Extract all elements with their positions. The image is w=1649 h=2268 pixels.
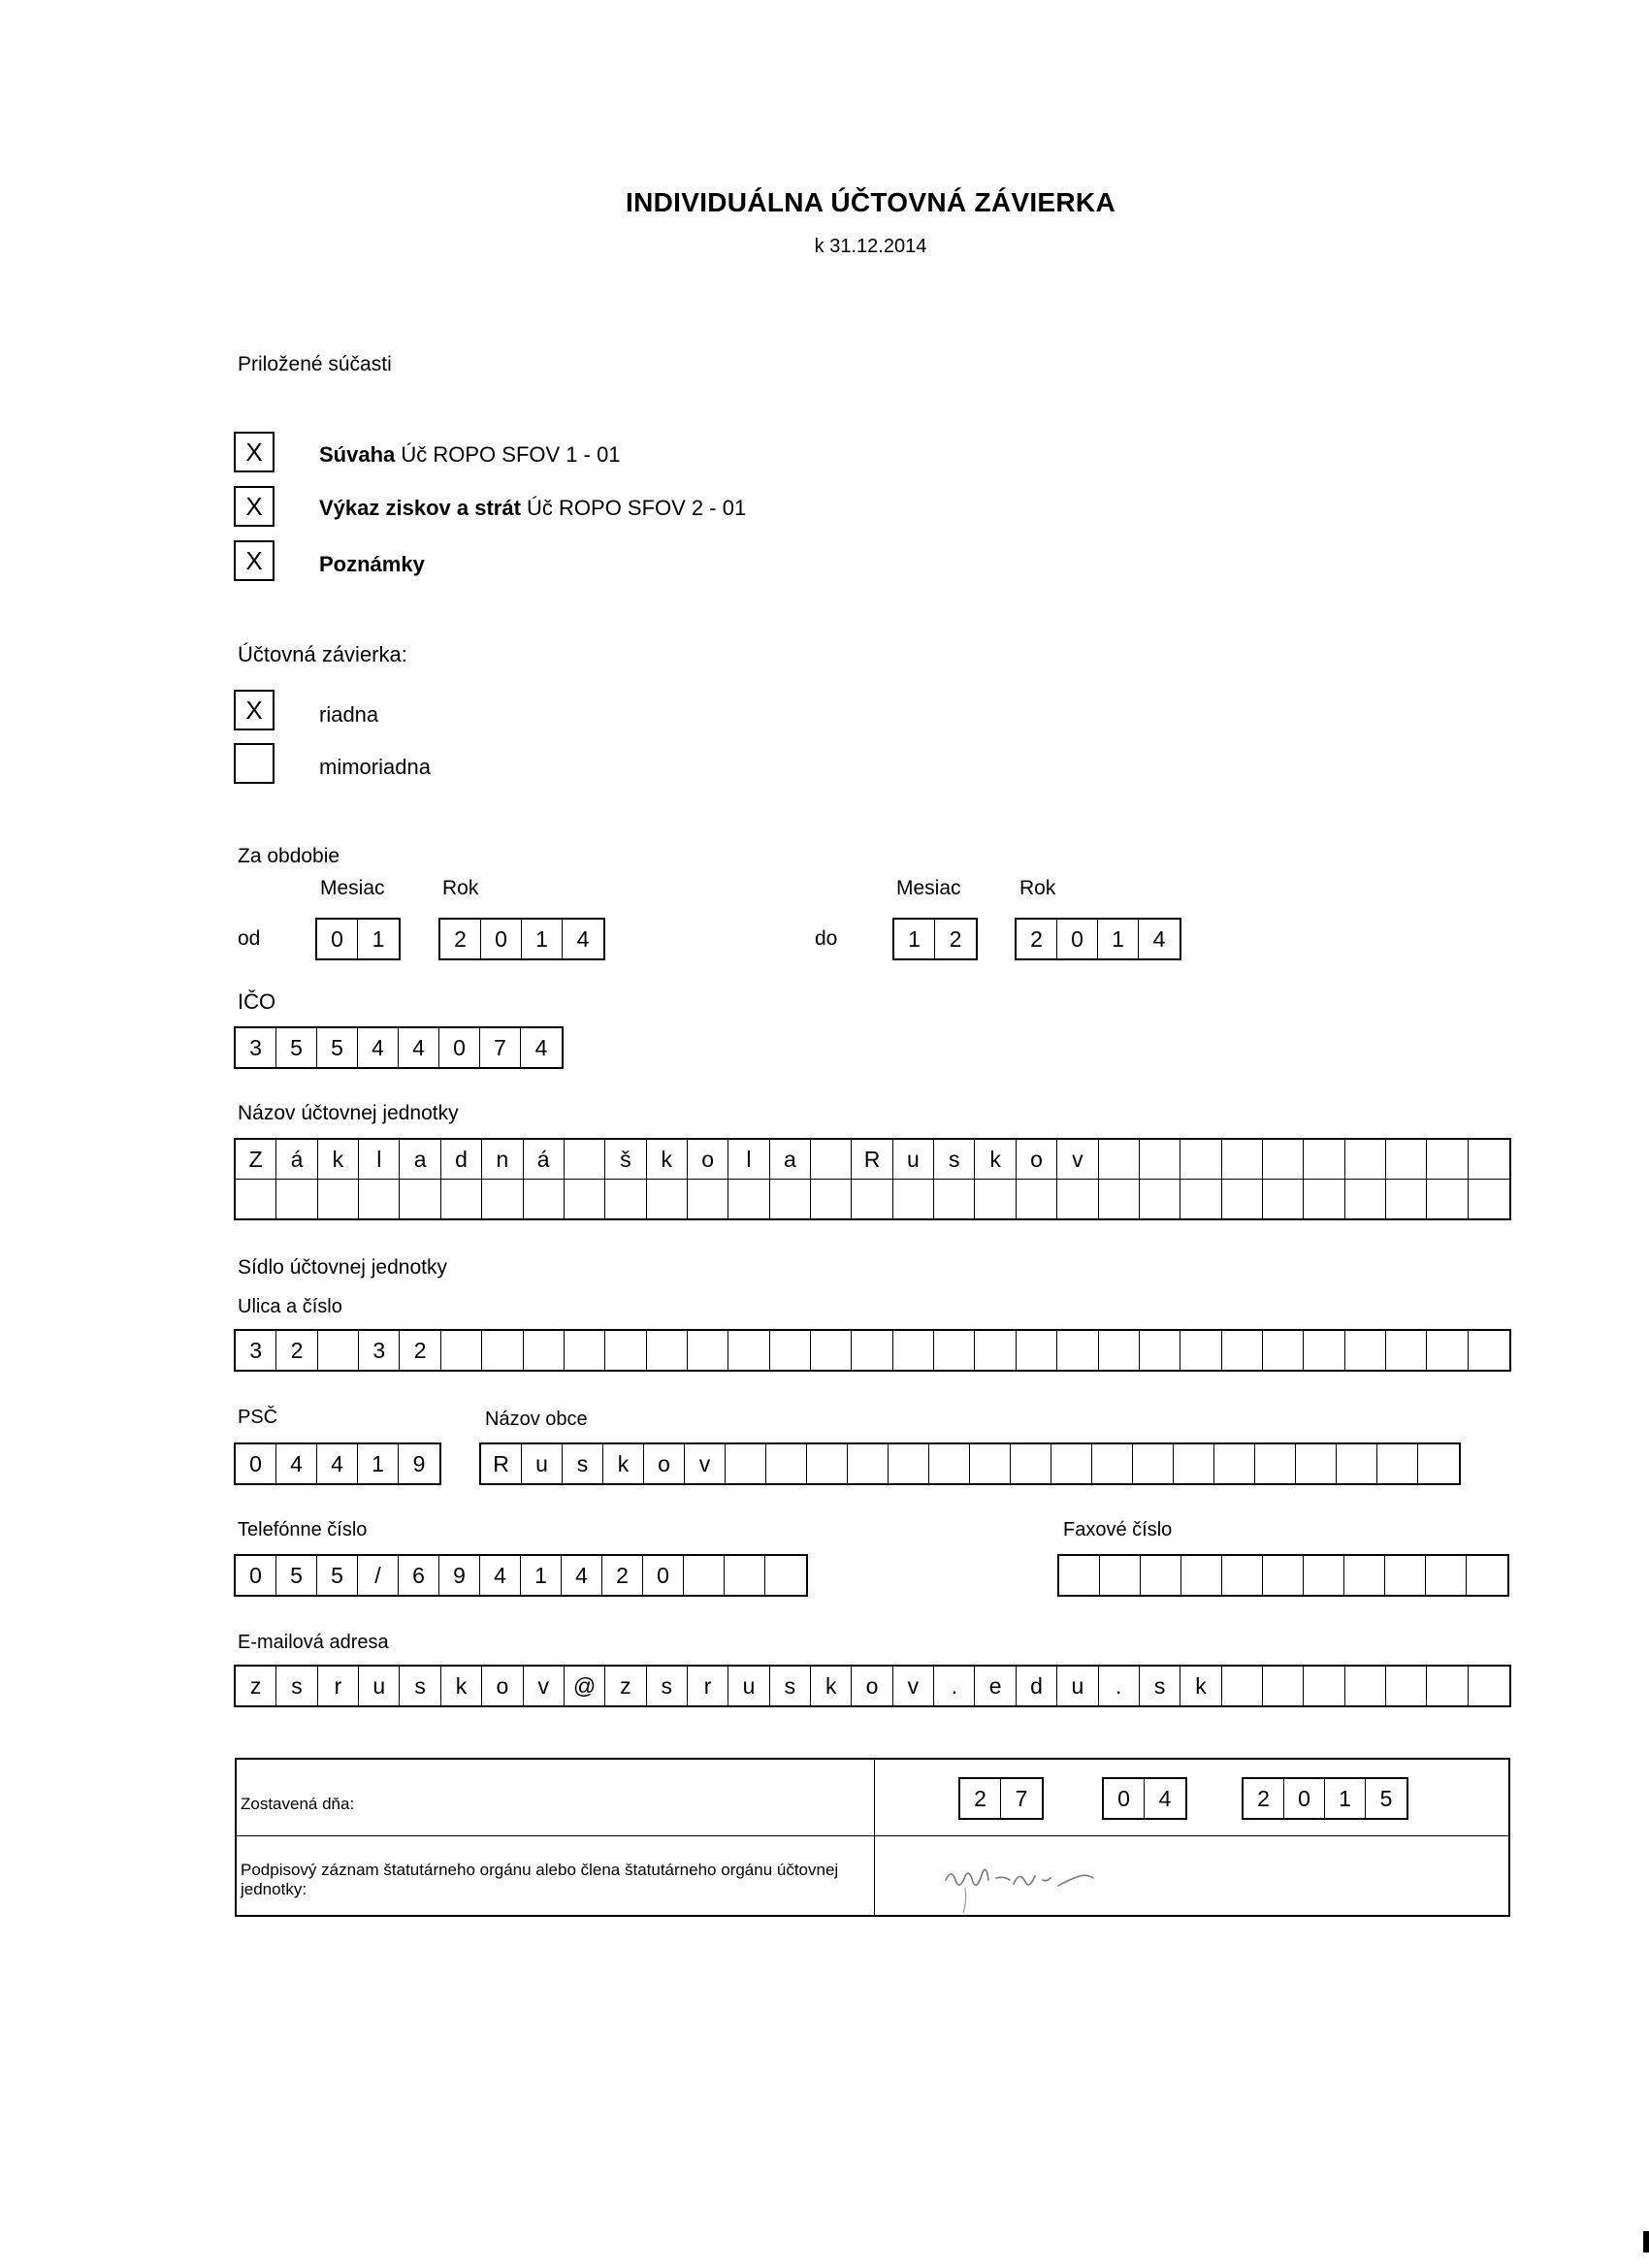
char-cell [970, 1444, 1011, 1483]
char-cell [1011, 1444, 1051, 1483]
char-cell [889, 1444, 929, 1483]
char-cell [1304, 1556, 1344, 1595]
char-cell: a [770, 1140, 811, 1179]
char-cell [1337, 1444, 1377, 1483]
period-to-year-field[interactable] [1015, 918, 1181, 960]
char-cell: n [482, 1140, 523, 1179]
char-cell [1469, 1667, 1509, 1705]
char-cell [848, 1444, 889, 1483]
char-cell [807, 1444, 848, 1483]
char-cell [1263, 1180, 1304, 1218]
table-column-divider [874, 1760, 875, 1915]
digit-cell: 4 [1158, 1785, 1172, 1811]
char-cell [1296, 1444, 1337, 1483]
char-cell: 3 [236, 1028, 276, 1067]
digit-cell: 2 [440, 920, 481, 958]
char-cell [1263, 1667, 1304, 1705]
char-cell [1345, 1140, 1386, 1179]
char-cell [482, 1331, 523, 1370]
char-cell: k [811, 1667, 852, 1705]
attachment-checkbox-poznamky[interactable]: X [234, 540, 275, 581]
char-cell [725, 1556, 765, 1595]
char-cell: R [481, 1444, 522, 1483]
char-cell [1344, 1556, 1385, 1595]
char-cell: 4 [534, 1034, 548, 1060]
closing-type-heading: Účtovná závierka: [238, 642, 407, 666]
char-cell [1263, 1556, 1304, 1595]
unit-name-label: Názov účtovnej jednotky [238, 1102, 459, 1124]
char-cell: 5 [276, 1028, 317, 1067]
char-cell [400, 1180, 440, 1218]
char-cell: 4 [480, 1556, 521, 1595]
char-cell: / [358, 1556, 399, 1595]
char-cell [1386, 1140, 1427, 1179]
period-to-month-label: Mesiac [896, 877, 961, 899]
char-cell: k [318, 1140, 359, 1179]
char-cell [1222, 1667, 1263, 1705]
char-cell [1386, 1667, 1427, 1705]
char-cell: k [647, 1140, 688, 1179]
char-cell [1017, 1180, 1057, 1218]
char-cell [1255, 1444, 1296, 1483]
char-cell: e [975, 1667, 1016, 1705]
char-cell: s [1140, 1667, 1180, 1705]
char-cell: l [359, 1140, 400, 1179]
char-cell [684, 1556, 725, 1595]
char-cell [766, 1444, 807, 1483]
char-cell [318, 1180, 359, 1218]
char-cell: 0 [236, 1444, 276, 1483]
char-cell [726, 1444, 766, 1483]
char-cell: 2 [602, 1556, 643, 1595]
char-cell: u [522, 1444, 563, 1483]
char-cell [1304, 1667, 1344, 1705]
phone-label: Telefónne číslo [238, 1519, 368, 1540]
char-cell [1100, 1556, 1141, 1595]
digit-cell: 1 [1325, 1779, 1366, 1818]
char-cell: d [441, 1140, 482, 1179]
char-cell [1140, 1331, 1180, 1370]
char-cell [482, 1180, 523, 1218]
char-cell: u [1057, 1667, 1098, 1705]
char-cell [1140, 1180, 1180, 1218]
char-cell: . [934, 1667, 975, 1705]
char-cell [605, 1331, 646, 1370]
char-cell: @ [565, 1667, 605, 1705]
char-cell [1059, 1556, 1100, 1595]
digit-cell: 0 [481, 920, 522, 958]
char-cell [1133, 1444, 1174, 1483]
char-cell: 4 [358, 1028, 399, 1067]
char-cell [1222, 1556, 1263, 1595]
char-cell: z [236, 1667, 276, 1705]
char-cell: s [563, 1444, 603, 1483]
char-cell [1099, 1140, 1140, 1179]
char-cell [1099, 1180, 1140, 1218]
attachment-checkbox-vykaz[interactable]: X [234, 486, 275, 527]
town-field[interactable] [479, 1442, 1461, 1485]
char-cell [688, 1331, 728, 1370]
digit-cell: 5 [1379, 1785, 1393, 1811]
char-cell [688, 1180, 728, 1218]
char-cell [565, 1140, 605, 1179]
char-cell: 4 [276, 1444, 317, 1483]
char-cell [565, 1331, 605, 1370]
attachments-heading: Priložené súčasti [238, 353, 392, 375]
char-cell [1427, 1667, 1468, 1705]
attachment-label-vykaz: Výkaz ziskov a strát Úč ROPO SFOV 2 - 01 [319, 496, 747, 520]
char-cell: 3 [359, 1331, 400, 1370]
char-cell [1469, 1331, 1509, 1370]
char-cell [975, 1180, 1016, 1218]
char-cell: 0 [236, 1556, 276, 1595]
char-cell [1386, 1180, 1427, 1218]
digit-cell: 0 [1057, 920, 1098, 958]
char-cell: d [1017, 1667, 1057, 1705]
char-cell: a [400, 1140, 440, 1179]
char-cell [1140, 1140, 1180, 1179]
char-cell [811, 1331, 852, 1370]
phone-field[interactable] [234, 1554, 808, 1597]
char-cell: 0 [439, 1028, 480, 1067]
char-cell [1057, 1331, 1098, 1370]
signature-table [235, 1758, 1510, 1917]
handwritten-signature [936, 1851, 1111, 1919]
char-cell: u [728, 1667, 769, 1705]
char-cell [1263, 1331, 1304, 1370]
period-from-year-label: Rok [442, 877, 479, 899]
period-from-month-label: Mesiac [320, 877, 385, 899]
char-cell: 2 [276, 1331, 317, 1370]
char-cell [1304, 1140, 1344, 1179]
attachment-checkbox-suvaha[interactable]: X [234, 432, 275, 472]
char-cell: 9 [439, 1556, 480, 1595]
char-cell: 6 [399, 1556, 439, 1595]
char-cell: 9 [412, 1450, 426, 1476]
char-cell: l [728, 1140, 769, 1179]
char-cell [236, 1180, 276, 1218]
char-cell [1180, 1180, 1221, 1218]
char-cell: u [359, 1667, 400, 1705]
period-from-year-field[interactable] [438, 918, 605, 960]
char-cell [852, 1331, 892, 1370]
char-cell: s [647, 1667, 688, 1705]
char-cell [770, 1331, 811, 1370]
char-cell [893, 1180, 934, 1218]
char-cell [1180, 1140, 1221, 1179]
char-cell: 2 [400, 1331, 440, 1370]
street-field[interactable] [234, 1329, 1511, 1372]
char-cell: r [688, 1667, 728, 1705]
char-cell: š [605, 1140, 646, 1179]
street-label: Ulica a číslo [238, 1296, 342, 1317]
char-cell [1263, 1140, 1304, 1179]
char-cell [1467, 1556, 1507, 1595]
char-cell [811, 1140, 852, 1179]
compiled-day-field[interactable] [958, 1777, 1044, 1820]
closing-type-checkbox-mimoriadna[interactable] [234, 743, 275, 784]
char-cell: 7 [480, 1028, 521, 1067]
char-cell: v [1057, 1140, 1098, 1179]
table-row-divider [237, 1835, 1508, 1836]
char-cell [852, 1180, 892, 1218]
char-cell: v [893, 1667, 934, 1705]
period-to-label: do [815, 927, 838, 950]
digit-cell: 2 [960, 1779, 1001, 1818]
char-cell: u [893, 1140, 934, 1179]
digit-cell: 0 [317, 920, 358, 958]
char-cell [1345, 1180, 1386, 1218]
char-cell: o [688, 1140, 728, 1179]
char-cell [1051, 1444, 1092, 1483]
char-cell [1017, 1331, 1057, 1370]
char-cell: 1 [358, 1444, 399, 1483]
char-cell: 4 [562, 1556, 602, 1595]
char-cell [565, 1180, 605, 1218]
char-cell: . [1099, 1667, 1140, 1705]
char-cell [765, 1556, 806, 1595]
psc-label: PSČ [238, 1407, 278, 1428]
char-cell [893, 1331, 934, 1370]
attachment-label-poznamky: Poznámky [319, 552, 425, 576]
char-cell [1345, 1331, 1386, 1370]
char-cell [1181, 1556, 1222, 1595]
period-to-month-field[interactable] [892, 918, 978, 960]
char-cell: Z [236, 1140, 276, 1179]
fax-label: Faxové číslo [1063, 1519, 1173, 1540]
digit-cell: 0 [1104, 1779, 1145, 1818]
char-cell: 5 [276, 1556, 317, 1595]
town-label: Názov obce [485, 1409, 588, 1430]
char-cell [524, 1180, 565, 1218]
digit-cell: 2 [1244, 1779, 1284, 1818]
fax-field[interactable] [1057, 1554, 1509, 1597]
char-cell: s [400, 1667, 440, 1705]
char-cell: 3 [236, 1331, 276, 1370]
char-cell [934, 1180, 975, 1218]
char-cell: s [934, 1140, 975, 1179]
email-label: E-mailová adresa [238, 1632, 389, 1653]
digit-cell: 1 [894, 920, 935, 958]
char-cell [1377, 1444, 1418, 1483]
compiled-month-field[interactable] [1102, 1777, 1187, 1820]
email-field[interactable] [234, 1665, 1511, 1707]
digit-cell: 1 [1098, 920, 1139, 958]
char-cell [1222, 1180, 1263, 1218]
char-cell [728, 1180, 769, 1218]
char-cell [1214, 1444, 1255, 1483]
char-cell [441, 1180, 482, 1218]
char-cell [1427, 1140, 1468, 1179]
digit-cell: 1 [372, 925, 385, 952]
char-cell [1386, 1331, 1427, 1370]
char-cell: 5 [317, 1028, 358, 1067]
char-cell: 4 [399, 1028, 439, 1067]
closing-type-checkbox-riadna[interactable]: X [234, 690, 275, 730]
document-title: INDIVIDUÁLNA ÚČTOVNÁ ZÁVIERKA [626, 187, 1116, 217]
char-cell: 4 [317, 1444, 358, 1483]
period-from-label: od [238, 927, 261, 950]
char-cell [1426, 1556, 1467, 1595]
char-cell: o [644, 1444, 685, 1483]
char-cell: s [276, 1667, 317, 1705]
char-cell: R [852, 1140, 892, 1179]
compiled-date-label: Zostavená dňa: [241, 1795, 355, 1813]
char-cell: 5 [317, 1556, 358, 1595]
digit-cell: 4 [576, 925, 590, 952]
char-cell [728, 1331, 769, 1370]
scan-edge-mark [1643, 2231, 1649, 2252]
char-cell [1469, 1140, 1509, 1179]
char-cell [1099, 1331, 1140, 1370]
ico-field[interactable] [234, 1026, 564, 1069]
digit-cell: 7 [1015, 1785, 1028, 1811]
char-cell: z [605, 1667, 646, 1705]
char-cell [1418, 1444, 1459, 1483]
char-cell: v [524, 1667, 565, 1705]
char-cell: k [603, 1444, 644, 1483]
char-cell [1174, 1444, 1214, 1483]
char-cell [524, 1331, 565, 1370]
char-cell [1345, 1667, 1386, 1705]
char-cell: k [441, 1667, 482, 1705]
char-cell: v [685, 1444, 726, 1483]
char-cell [1469, 1180, 1509, 1218]
char-cell: o [852, 1667, 892, 1705]
char-cell [605, 1180, 646, 1218]
char-cell [1092, 1444, 1133, 1483]
char-cell: s [770, 1667, 811, 1705]
digit-cell: 2 [949, 925, 962, 952]
char-cell [929, 1444, 970, 1483]
char-cell [359, 1180, 400, 1218]
period-to-year-label: Rok [1019, 877, 1056, 899]
char-cell: k [975, 1140, 1016, 1179]
char-cell: á [276, 1140, 317, 1179]
digit-cell: 1 [522, 920, 563, 958]
char-cell: 1 [521, 1556, 562, 1595]
char-cell: r [318, 1667, 359, 1705]
closing-type-label-riadna: riadna [319, 702, 379, 727]
char-cell: á [524, 1140, 565, 1179]
compiled-year-field[interactable] [1242, 1777, 1408, 1820]
char-cell [1057, 1180, 1098, 1218]
signature-label: Podpisový záznam štatutárneho orgánu alebo člena štatutárneho orgánu účtovnej jednotky: [241, 1861, 839, 1898]
digit-cell: 0 [1284, 1779, 1325, 1818]
char-cell [647, 1180, 688, 1218]
ico-label: IČO [238, 989, 276, 1014]
char-cell [276, 1180, 317, 1218]
char-cell [1427, 1180, 1468, 1218]
char-cell [1385, 1556, 1426, 1595]
char-cell [1141, 1556, 1181, 1595]
char-cell [318, 1331, 359, 1370]
char-cell [811, 1180, 852, 1218]
unit-name-field[interactable] [234, 1138, 1511, 1220]
digit-cell: 4 [1152, 925, 1166, 952]
attachment-label-suvaha: Súvaha Úč ROPO SFOV 1 - 01 [319, 442, 621, 467]
char-cell: o [1017, 1140, 1057, 1179]
char-cell [1180, 1331, 1221, 1370]
char-cell: k [1180, 1667, 1221, 1705]
char-cell: o [482, 1667, 523, 1705]
char-cell [441, 1331, 482, 1370]
period-from-month-field[interactable] [315, 918, 401, 960]
char-cell: 0 [643, 1556, 684, 1595]
char-cell [1222, 1140, 1263, 1179]
char-cell [1304, 1331, 1344, 1370]
seat-heading: Sídlo účtovnej jednotky [238, 1256, 447, 1279]
char-cell [647, 1331, 688, 1370]
digit-cell: 2 [1017, 920, 1057, 958]
psc-field[interactable] [234, 1442, 441, 1485]
char-cell [770, 1180, 811, 1218]
closing-type-label-mimoriadna: mimoriadna [319, 755, 431, 779]
char-cell [1427, 1331, 1468, 1370]
period-heading: Za obdobie [238, 845, 340, 867]
document-date: k 31.12.2014 [814, 236, 927, 257]
char-cell [1222, 1331, 1263, 1370]
char-cell [1304, 1180, 1344, 1218]
char-cell [934, 1331, 975, 1370]
char-cell [975, 1331, 1016, 1370]
